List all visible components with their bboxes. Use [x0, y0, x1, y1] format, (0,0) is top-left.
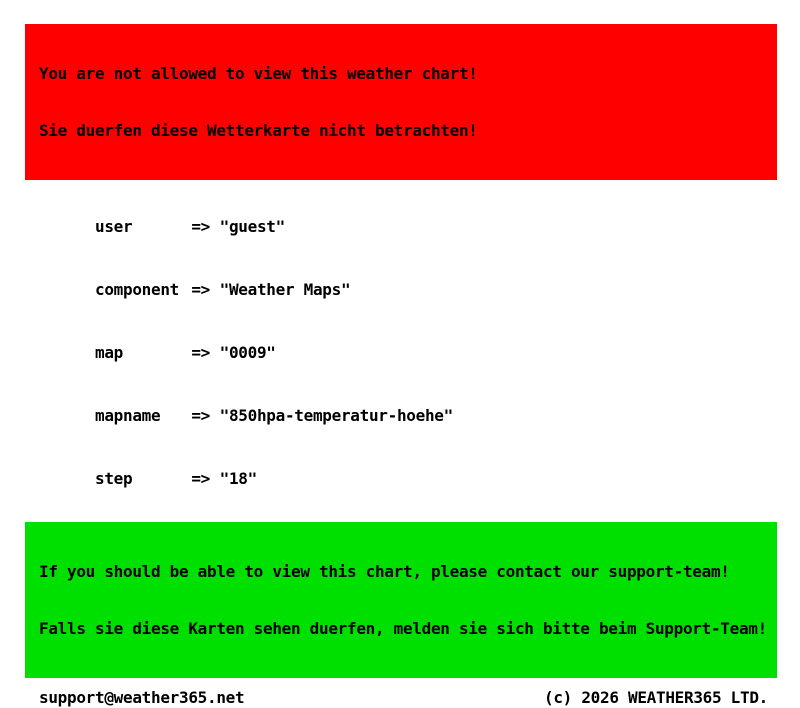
- detail-row-user: [39, 195, 777, 258]
- support-banner: [25, 522, 777, 678]
- detail-key: mapname: [95, 406, 161, 425]
- copyright-notice: (c) 2026 WEATHER365 LTD.: [544, 688, 768, 707]
- detail-row-step: [39, 447, 777, 510]
- arrow-glyph: =>: [191, 280, 210, 299]
- support-message-en: If you should be able to view this chart, please contact our support-team!: [39, 562, 730, 581]
- detail-value: "guest": [219, 217, 285, 236]
- arrow-glyph: =>: [191, 406, 210, 425]
- detail-row-mapname: [39, 384, 777, 447]
- detail-value: "Weather Maps": [219, 280, 351, 299]
- arrow-glyph: =>: [191, 469, 210, 488]
- detail-value: "850hpa-temperatur-hoehe": [219, 406, 453, 425]
- detail-key: map: [95, 343, 123, 362]
- arrow-glyph: =>: [191, 343, 210, 362]
- access-denied-message-de: Sie duerfen diese Wetterkarte nicht betrachten!: [39, 121, 478, 140]
- detail-row-component: [39, 258, 777, 321]
- detail-value: "0009": [219, 343, 276, 362]
- detail-key: component: [95, 280, 179, 299]
- error-page: [25, 24, 777, 708]
- footer: [25, 688, 777, 708]
- detail-key: step: [95, 469, 133, 488]
- arrow-glyph: =>: [191, 217, 210, 236]
- request-details: [39, 195, 777, 510]
- access-denied-banner: [25, 24, 777, 180]
- support-message-de: Falls sie diese Karten sehen duerfen, melden sie sich bitte beim Support-Team!: [39, 619, 767, 638]
- detail-row-map: [39, 321, 777, 384]
- access-denied-message-en: You are not allowed to view this weather chart!: [39, 64, 478, 83]
- detail-key: user: [95, 217, 133, 236]
- detail-value: "18": [219, 469, 257, 488]
- support-email: support@weather365.net: [39, 688, 245, 707]
